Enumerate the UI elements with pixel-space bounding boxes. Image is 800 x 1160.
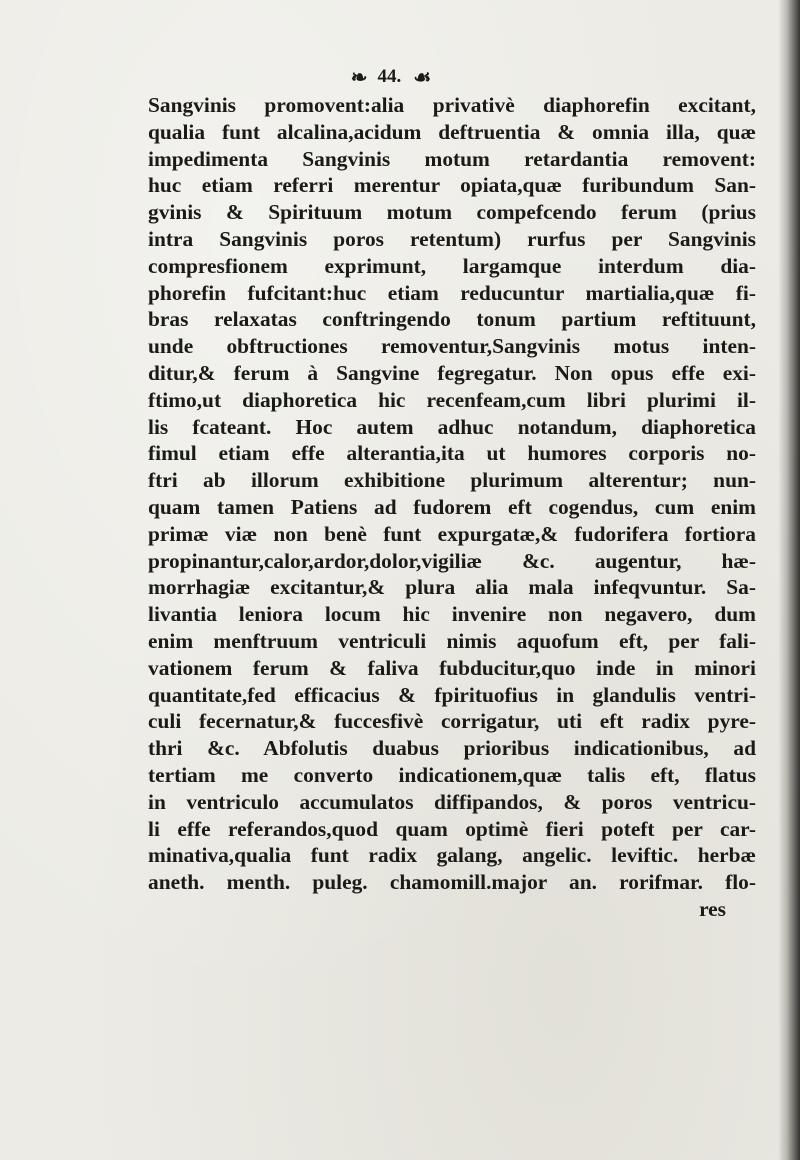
text-line: phorefin fufcitant:huc etiam reducuntur martialia,quæ fi- <box>148 280 756 305</box>
text-line: ftimo,ut diaphoretica hic recenfeam,cum libri plurimi il- <box>148 387 756 412</box>
text-line: quam tamen Patiens ad fudorem eft cogendus, cum enim <box>148 494 756 519</box>
text-line: morrhagiæ excitantur,& plura alia mala infeqvuntur. Sa- <box>148 575 756 600</box>
book-spine-shadow <box>778 0 800 1160</box>
text-line: lis fcateant. Hoc autem adhuc notandum, diaphoretica <box>148 414 756 439</box>
header-ornament-left: ❧ <box>350 66 366 89</box>
text-line: vationem ferum & faliva fubducitur,quo inde in minori <box>148 655 756 680</box>
text-line: quantitate,fed efficacius & fpirituofius in glandulis ventri- <box>148 682 756 707</box>
page-number: 44. <box>377 66 402 87</box>
text-line: minativa,qualia funt radix galang, angelic. leviftic. herbæ <box>148 843 756 868</box>
text-line: li effe referandos,quod quam optimè fieri poteft per car- <box>148 816 756 841</box>
text-line: gvinis & Spirituum motum compefcendo ferum (prius <box>148 200 756 225</box>
text-line: enim menftruum ventriculi nimis aquofum eft, per fali- <box>148 628 756 653</box>
text-line: intra Sangvinis poros retentum) rurfus per Sangvinis <box>148 226 756 251</box>
text-line: culi fecernatur,& fuccesfivè corrigatur, uti eft radix pyre- <box>148 709 756 734</box>
text-line: tertiam me converto indicationem,quæ talis eft, flatus <box>148 762 756 787</box>
text-line: ftri ab illorum exhibitione plurimum alterentur; nun- <box>148 468 756 493</box>
text-line: unde obftructiones removentur,Sangvinis motus inten- <box>148 334 756 359</box>
page-header <box>250 62 530 92</box>
text-line: aneth. menth. puleg. chamomill.major an. rorifmar. flo- <box>148 870 756 895</box>
text-line: impedimenta Sangvinis motum retardantia removent: <box>148 146 756 171</box>
text-line: livantia leniora locum hic invenire non negavero, dum <box>148 602 756 627</box>
body-text <box>148 92 756 923</box>
text-line: primæ viæ non benè funt expurgatæ,& fudorifera fortiora <box>148 521 756 546</box>
text-line: propinantur,calor,ardor,dolor,vigiliæ &c. augentur, hæ- <box>148 548 756 573</box>
text-line: in ventriculo accumulatos diffipandos, & poros ventricu- <box>148 789 756 814</box>
text-line: compresfionem exprimunt, largamque interdum dia- <box>148 253 756 278</box>
catchword: res <box>699 896 726 921</box>
text-line: qualia funt alcalina,acidum deftruentia & omnia illa, quæ <box>148 119 756 144</box>
text-line: Sangvinis promovent:alia privativè diaphorefin excitant, <box>148 93 756 117</box>
text-line: ditur,& ferum à Sangvine fegregatur. Non opus effe exi- <box>148 360 756 385</box>
text-line: fimul etiam effe alterantia,ita ut humores corporis no- <box>148 441 756 466</box>
header-ornament-right: ☙ <box>413 66 430 89</box>
text-line: huc etiam referri merentur opiata,quæ furibundum San- <box>148 173 756 198</box>
text-line: bras relaxatas conftringendo tonum partium reftituunt, <box>148 307 756 332</box>
text-line: thri &c. Abfolutis duabus prioribus indicationibus, ad <box>148 736 756 761</box>
